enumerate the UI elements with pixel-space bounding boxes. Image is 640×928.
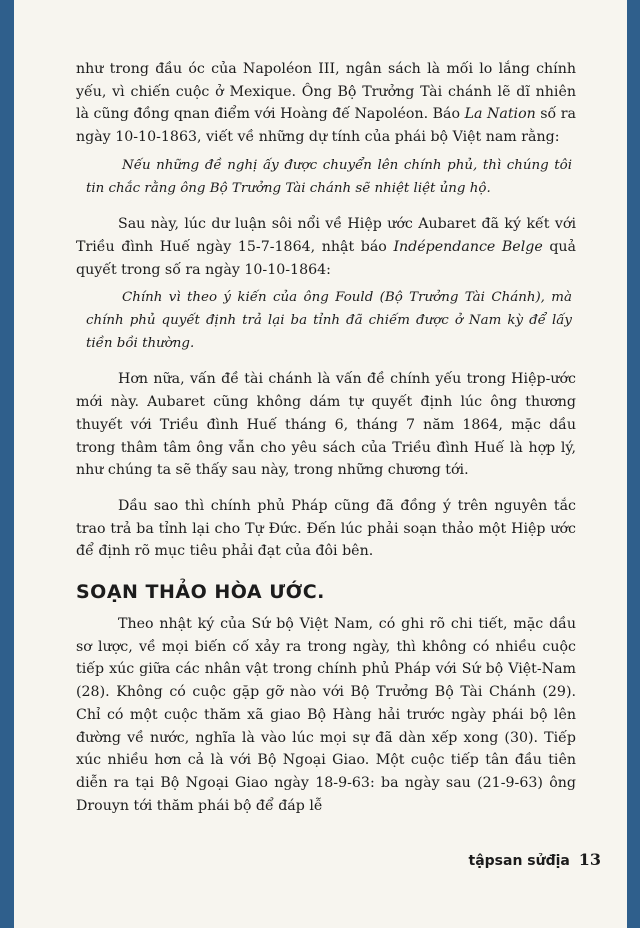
document-page [14, 0, 627, 928]
section-heading: SOẠN THẢO HÒA ƯỚC. [76, 581, 325, 604]
journal-title: La Nation [464, 106, 536, 123]
paragraph: Hơn nữa, vấn đề tài chánh là vấn đề chính yếu trong Hiệp-ước mới này. Aubaret cũng không dám tự quyết định lúc ông thương thuyết với Triều đình Huế tháng 6, tháng 7 năm 1864, mặc dầu trong thâm tâm ông vẫn cho yêu sách của Triều đình Huế là hợp lý, như chúng ta sẽ thấy sau này, trong những chương tới. [76, 371, 576, 479]
page-footer [469, 850, 602, 869]
journal-title: Indépendance Belge [393, 238, 543, 255]
paragraph: Dầu sao thì chính phủ Pháp cũng đã đồng ý trên nguyên tắc trao trả ba tỉnh lại cho Tự Đức. Đến lúc phải soạn thảo một Hiệp ước để định rõ mục tiêu phải đạt của đôi bên. [76, 497, 576, 560]
paragraph: Sau này, lúc dư luận sôi nổi về Hiệp ước Aubaret đã ký kết với Triều đình Huế ngày 15-7-1864, nhật báo Indépendance Belge quả quyết trong số ra ngày 10-10-1864: [76, 216, 577, 278]
block-quote: Chính vì theo ý kiến của ông Fould (Bộ Trưởng Tài Chánh), mà chính phủ quyết định trả lại ba tỉnh đã chiếm được ở Nam kỳ để lấy tiền bồi thường. [86, 290, 572, 351]
paragraph: như trong đầu óc của Napoléon III, ngân sách là mối lo lắng chính yếu, vì chiến cuộc ở Mexique. Ông Bộ Trưởng Tài chánh lẽ dĩ nhiên là cũng đồng qnan điểm với Hoàng đế Napoléon. Báo La Nation số ra ngày 10-10-1863, viết về những dự tính của phái bộ Việt nam rằng: [76, 61, 576, 146]
paragraph: Theo nhật ký của Sứ bộ Việt Nam, có ghi rõ chi tiết, mặc dầu sơ lược, về mọi biến cố xảy ra trong ngày, thì không có nhiều cuộc tiếp xúc giữa các nhân vật trong chính phủ Pháp với Sứ bộ Việt-Nam (28). Không có cuộc gặp gỡ nào với Bộ Trưởng Bộ Tài Chánh (29). Chỉ có một cuộc thăm xã giao Bộ Hàng hải trước ngày phái bộ lên đường về nước, nghĩa là vào lúc mọi sự đã dàn xếp xong (30). Tiếp xúc nhiều hơn cả là với Bộ Ngoại Giao. Một cuộc tiếp tân đầu tiên diễn ra tại Bộ Ngoại Giao ngày 18-9-63: ba ngày sau (21-9-63) ông Drouyn tới thăm phái bộ để đáp lễ [76, 616, 576, 814]
block-quote: Nếu những đề nghị ấy được chuyển lên chính phủ, thì chúng tôi tin chắc rằng ông Bộ Trưởng Tài chánh sẽ nhiệt liệt ủng hộ. [86, 157, 572, 196]
page-body [76, 58, 576, 817]
footer-journal-name: tậpsan sửđịa [468, 853, 570, 869]
page-number: 13 [578, 850, 601, 869]
